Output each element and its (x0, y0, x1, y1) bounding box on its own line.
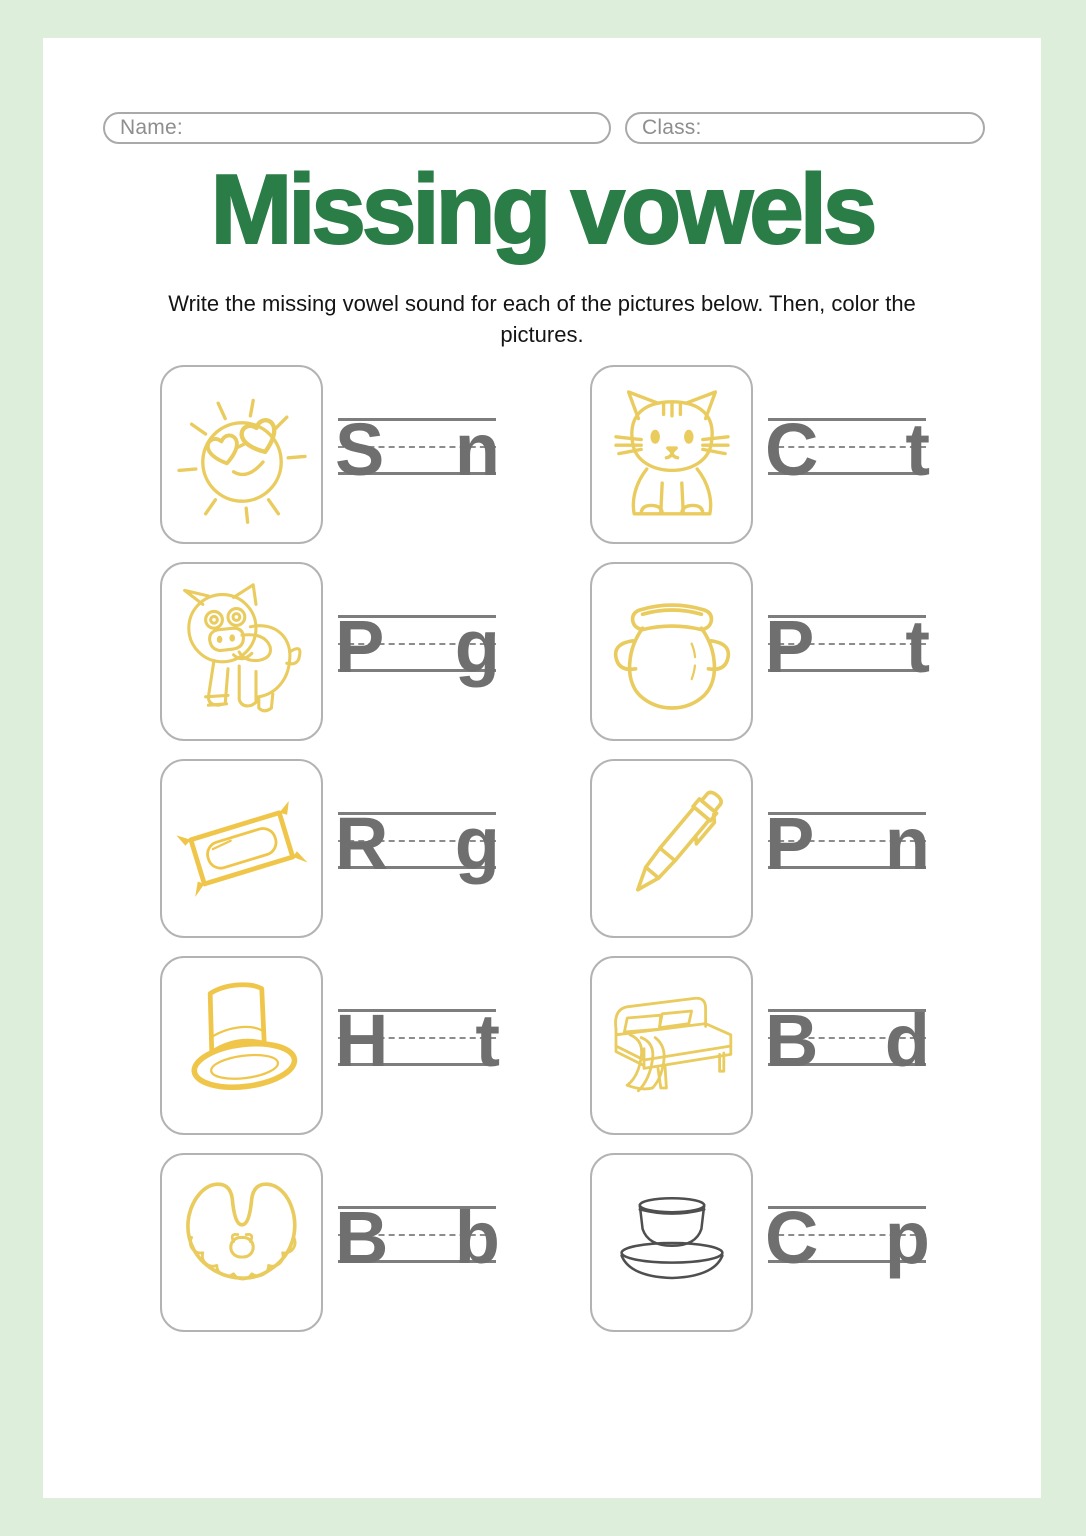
bed-writing-guide[interactable] (765, 999, 928, 1082)
second-letter: g (454, 802, 498, 885)
bed-picture-box[interactable] (590, 956, 753, 1135)
second-letter: b (454, 1196, 498, 1279)
pen-icon (602, 774, 742, 924)
rug-writing-guide[interactable] (335, 802, 498, 885)
worksheet-page (43, 38, 1041, 1498)
first-letter: C (765, 408, 817, 491)
worksheet-item-pig (160, 562, 590, 759)
first-letter: B (335, 1196, 387, 1279)
bed-icon (602, 971, 742, 1121)
worksheet-item-cup (590, 1153, 1020, 1350)
pen-picture-box[interactable] (590, 759, 753, 938)
first-letter: P (765, 605, 813, 688)
cup-writing-guide[interactable] (765, 1196, 928, 1279)
cat-writing-guide[interactable] (765, 408, 928, 491)
worksheet-item-bib (160, 1153, 590, 1350)
worksheet-item-cat (590, 365, 1020, 562)
worksheet-item-pot (590, 562, 1020, 759)
first-letter: S (335, 408, 383, 491)
cup-icon (602, 1168, 742, 1318)
first-letter: H (335, 999, 387, 1082)
pot-writing-guide[interactable] (765, 605, 928, 688)
first-letter: C (765, 1196, 817, 1279)
instructions-text: Write the missing vowel sound for each of the pictures below. Then, color the pictures. (168, 291, 916, 347)
cup-picture-box[interactable] (590, 1153, 753, 1332)
pen-writing-guide[interactable] (765, 802, 928, 885)
worksheet-item-bed (590, 956, 1020, 1153)
pig-writing-guide[interactable] (335, 605, 498, 688)
worksheet-item-hat (160, 956, 590, 1153)
pig-picture-box[interactable] (160, 562, 323, 741)
first-letter: R (335, 802, 387, 885)
cat-icon (602, 380, 742, 530)
first-letter: B (765, 999, 817, 1082)
second-letter: t (905, 605, 928, 688)
hat-icon (172, 971, 312, 1121)
second-letter: t (475, 999, 498, 1082)
cat-picture-box[interactable] (590, 365, 753, 544)
pot-icon (602, 577, 742, 727)
worksheet-item-sun (160, 365, 590, 562)
name-label: Name: (120, 116, 183, 139)
page-title: Missing vowels (210, 154, 874, 264)
sun-icon (172, 380, 312, 530)
worksheet-item-pen (590, 759, 1020, 956)
sun-picture-box[interactable] (160, 365, 323, 544)
second-letter: n (884, 802, 928, 885)
items-grid (160, 365, 1020, 1350)
name-field[interactable] (103, 112, 611, 144)
rug-picture-box[interactable] (160, 759, 323, 938)
class-label: Class: (642, 116, 702, 139)
pot-picture-box[interactable] (590, 562, 753, 741)
first-letter: P (335, 605, 383, 688)
pig-icon (172, 577, 312, 727)
hat-writing-guide[interactable] (335, 999, 498, 1082)
second-letter: d (884, 999, 928, 1082)
bib-icon (172, 1168, 312, 1318)
second-letter: g (454, 605, 498, 688)
hat-picture-box[interactable] (160, 956, 323, 1135)
bib-writing-guide[interactable] (335, 1196, 498, 1279)
rug-icon (172, 774, 312, 924)
second-letter: p (884, 1196, 928, 1279)
second-letter: t (905, 408, 928, 491)
second-letter: n (454, 408, 498, 491)
first-letter: P (765, 802, 813, 885)
worksheet-item-rug (160, 759, 590, 956)
sun-writing-guide[interactable] (335, 408, 498, 491)
bib-picture-box[interactable] (160, 1153, 323, 1332)
class-field[interactable] (625, 112, 985, 144)
